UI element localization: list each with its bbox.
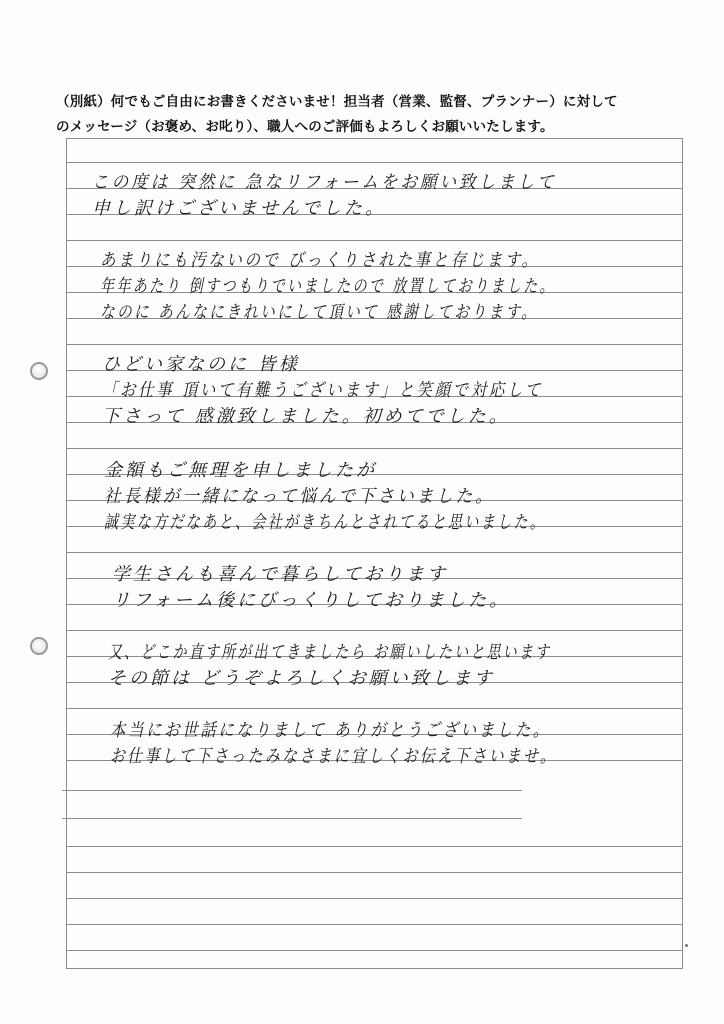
handwritten-line: 本当にお世話になりまして ありがとうございました。 — [110, 720, 551, 741]
ruled-line — [62, 818, 522, 819]
handwritten-line: 学生さんも喜んで暮らしております — [112, 564, 448, 585]
handwritten-line: なのに あんなにきれいにして頂いて 感謝しております。 — [100, 302, 539, 323]
handwritten-line: 申し訳けございませんでした。 — [92, 198, 386, 219]
stray-mark — [685, 944, 688, 947]
handwritten-line: 社長様が一緒になって悩んで下さいました。 — [104, 486, 495, 507]
ruled-line — [66, 344, 683, 345]
ruled-line — [66, 968, 683, 969]
handwritten-line: ひどい家なのに 皆様 — [102, 354, 300, 375]
ruled-line — [66, 898, 683, 899]
handwritten-line: お仕事して下さったみなさまに宜しくお伝え下さいませ。 — [110, 746, 558, 767]
ruled-line — [66, 448, 683, 449]
ruled-line — [66, 138, 683, 139]
ruled-line — [66, 846, 683, 847]
handwritten-line: 下さって 感激致しました。初めてでした。 — [102, 406, 510, 427]
handwritten-line: 金額もご無理を申しましたが — [104, 460, 377, 481]
ruled-line — [66, 872, 683, 873]
ruled-line — [66, 552, 683, 553]
punch-hole-icon — [30, 362, 48, 380]
handwritten-line: 誠実な方だなあと、会社がきちんとされてると思いました。 — [104, 512, 547, 533]
handwritten-line: この度は 突然に 急なリフォームをお願い致しまして — [92, 172, 557, 193]
ruled-line — [66, 240, 683, 241]
handwritten-line: 年年あたり 倒すつもりでいましたので 放置しておりました。 — [100, 276, 556, 297]
instruction-line-2: のメッセージ（お褒め、お叱り）、職人へのご評価もよろしくお願いいたします。 — [56, 119, 554, 135]
handwritten-line: 「お仕事 頂いて有難うございます」と笑顔で対応して — [102, 380, 543, 401]
ruled-line — [66, 950, 683, 951]
left-margin-line — [66, 138, 67, 968]
handwritten-line: その節は どうぞよろしくお願い致します — [108, 668, 495, 689]
ruled-line — [66, 708, 683, 709]
handwritten-line: 又、どこか直す所が出てきましたら お願いしたいと思います — [108, 642, 552, 663]
handwritten-line: リフォーム後にびっくりしておりました。 — [112, 590, 511, 611]
ruled-line — [66, 924, 683, 925]
handwritten-line: あまりにも汚ないので びっくりされた事と存じます。 — [100, 250, 540, 271]
punch-hole-icon — [30, 637, 48, 655]
right-margin-line — [682, 138, 683, 968]
ruled-line — [66, 162, 683, 163]
ruled-line — [62, 790, 522, 791]
ruled-line — [66, 630, 683, 631]
form-instructions — [56, 90, 686, 140]
instruction-line-1: （別紙）何でもご自由にお書きくださいませ！担当者（営業、監督、プランナー）に対して — [56, 94, 618, 110]
